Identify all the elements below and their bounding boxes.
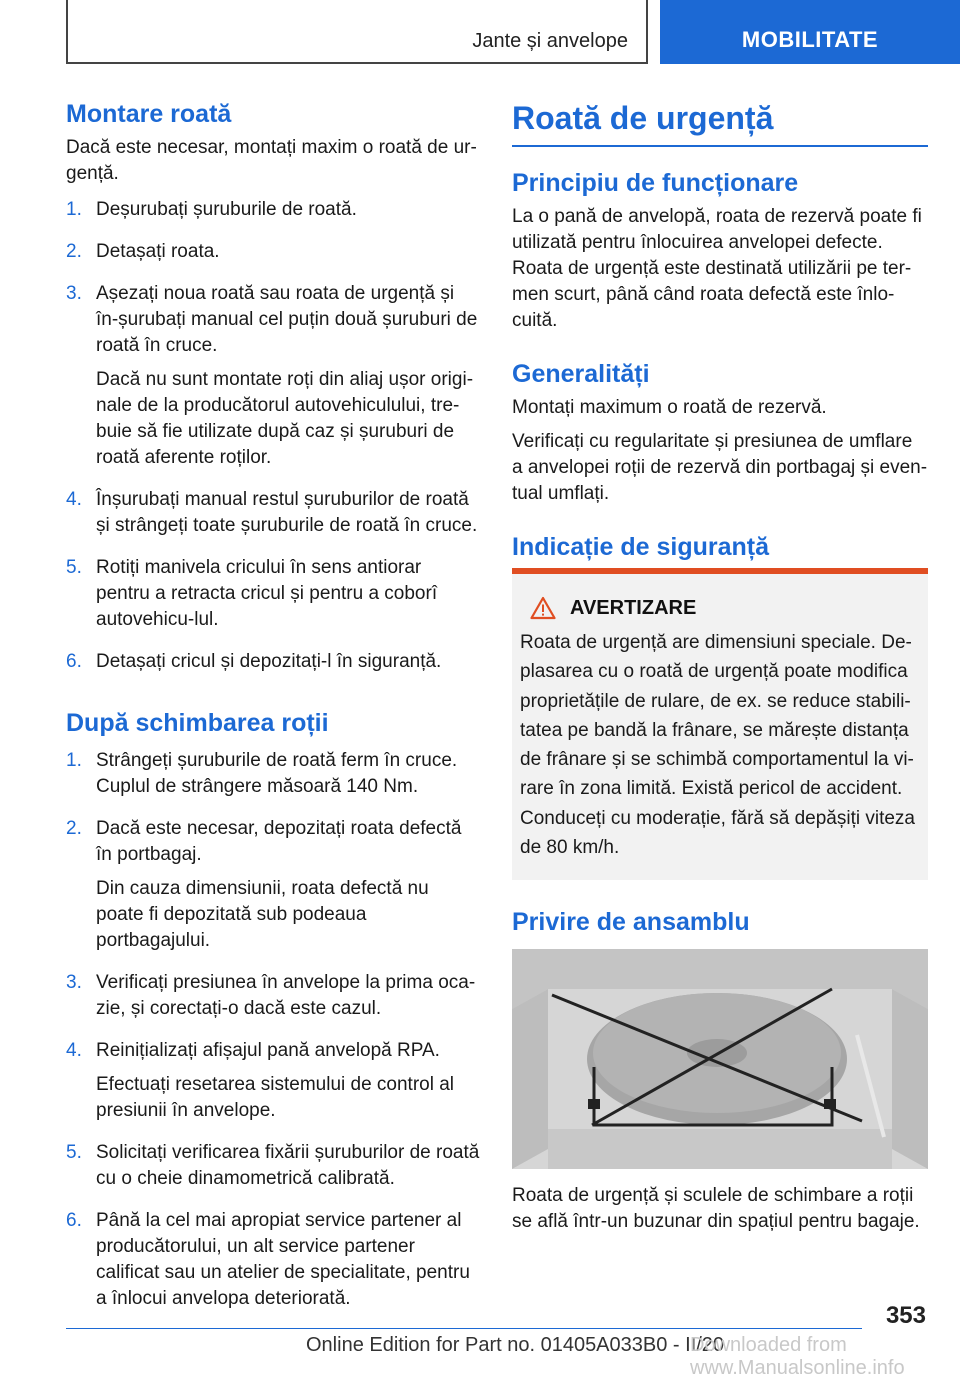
- warning-label: AVERTIZARE: [570, 596, 697, 619]
- list-item: [66, 487, 480, 547]
- chapter-tab[interactable]: MOBILITATE: [660, 0, 960, 64]
- step-text: Deșurubați șuruburile de roată.: [96, 199, 357, 220]
- list-item: [66, 816, 480, 962]
- step-number: 1.: [66, 199, 82, 220]
- list-item: [66, 281, 480, 479]
- step-number: 3.: [66, 972, 82, 993]
- list-item: [66, 649, 480, 683]
- list-item: [66, 197, 480, 231]
- principle-heading: Principiu de funcționare: [512, 169, 799, 197]
- step-text: Dacă nu sunt montate roți din aliaj ușor origi-nale de la producătorul autovehiculului, tre-buie să fie utilizate după caz și șuruburi de roată aferente roților.: [96, 369, 474, 468]
- step-text: Solicitați verificarea fixării șuruburilor de roată cu o cheie dinamometrică calibrată.: [96, 1142, 480, 1189]
- step-body: [96, 1038, 480, 1132]
- list-item: [66, 1140, 480, 1200]
- after-steps-list: [66, 748, 480, 1320]
- step-text: Reinițializați afișajul pană anvelopă RPA.: [96, 1040, 440, 1061]
- step-text: Așezați noua roată sau roata de urgență și în-șurubați manual cel puțin două șuruburi de roată în cruce.: [96, 283, 478, 356]
- spare-wheel-photo: [512, 949, 928, 1169]
- step-body: [96, 1208, 480, 1320]
- step-body: [96, 649, 480, 683]
- warning-text: Roata de urgență are dimensiuni speciale. De-plasarea cu o roată de urgență poate modifica proprietățile de rulare, de ex. se reduce stabili-tatea pe bandă la frânare, se mărește distanța de frânare și se schimbă comportamentul la vi-rare în zona limită. Există pericol de accident. Conduceți cu moderație, fără să depășiți viteza de 80 km/h.: [520, 632, 915, 859]
- step-text: Detașați cricul și depozitați-l în siguranță.: [96, 651, 442, 672]
- mount-wheel-intro: Dacă este necesar, montați maxim o roată de ur-gență.: [66, 137, 477, 184]
- step-body: [96, 1140, 480, 1200]
- step-number: 6.: [66, 1210, 82, 1231]
- step-number: 6.: [66, 651, 82, 672]
- list-item: [66, 555, 480, 641]
- step-text: Rotiți manivela cricului în sens antiorar pentru a retracta cricul și pentru a coborî autovehicu-lul.: [96, 557, 438, 630]
- header-section-title: Jante și anvelope: [472, 30, 628, 52]
- overview-heading: Privire de ansamblu: [512, 908, 750, 937]
- general-text-2: Verificați cu regularitate și presiunea de umflare a anvelopei roții de rezervă din portbagaj și even-tual umflați.: [512, 431, 928, 504]
- list-item: [66, 1038, 480, 1132]
- step-text: Înșurubați manual restul șuruburilor de roată și strângeți toate șuruburile de roată în cruce.: [96, 489, 478, 536]
- mount-wheel-heading: Montare roată: [66, 100, 232, 128]
- step-body: [96, 487, 480, 547]
- step-body: [96, 281, 480, 479]
- warning-title: [530, 596, 920, 620]
- mount-steps-list: [66, 197, 480, 683]
- step-number: 4.: [66, 1040, 82, 1061]
- edition-footer: Online Edition for Part no. 01405A033B0 - II/20: [306, 1334, 725, 1356]
- step-number: 4.: [66, 489, 82, 510]
- page-number: 353: [885, 1302, 926, 1329]
- right-column: [512, 100, 928, 1243]
- left-column: [66, 100, 480, 1328]
- general-heading: Generalități: [512, 360, 650, 388]
- after-change-heading: După schimbarea roții: [66, 709, 329, 737]
- step-body: [96, 239, 480, 273]
- list-item: [66, 748, 480, 808]
- step-text: Strângeți șuruburile de roată ferm în cruce. Cuplul de strângere măsoară 140 Nm.: [96, 750, 458, 797]
- step-text: Până la cel mai apropiat service partener al producătorului, un alt service partener calificat sau un atelier de specialitate, pentru a înlocui anvelopa deteriorată.: [96, 1210, 470, 1309]
- principle-text: La o pană de anvelopă, roata de rezervă poate fi utilizată pentru înlocuirea anvelopei defecte. Roata de urgență este destinată utilizării pe ter-men scurt, până când roata defectă este înlo-cuită.: [512, 206, 922, 331]
- step-number: 1.: [66, 750, 82, 771]
- photo-caption: Roata de urgență și sculele de schimbare a roții se află într-un buzunar din spațiul pentru bagaje.: [512, 1185, 920, 1233]
- step-number: 5.: [66, 1142, 82, 1163]
- step-text: Efectuați resetarea sistemului de control al presiunii în anvelope.: [96, 1074, 455, 1121]
- download-watermark: Downloaded from www.Manualsonline.info: [690, 1334, 905, 1379]
- list-item: [66, 239, 480, 273]
- step-body: [96, 816, 480, 962]
- step-number: 5.: [66, 557, 82, 578]
- list-item: [66, 970, 480, 1030]
- step-text: Dacă este necesar, depozitați roata defectă în portbagaj.: [96, 818, 462, 865]
- step-text: Verificați presiunea în anvelope la prima oca-zie, și corectați-o dacă este cazul.: [96, 972, 476, 1019]
- step-body: [96, 748, 480, 808]
- spare-wheel-heading: Roată de urgență: [512, 100, 774, 136]
- step-body: [96, 970, 480, 1030]
- step-number: 3.: [66, 283, 82, 304]
- step-text: Detașați roata.: [96, 241, 220, 262]
- footer-rule: [66, 1328, 862, 1329]
- step-text: Din cauza dimensiunii, roata defectă nu poate fi depozitată sub podeaua portbagajului.: [96, 878, 429, 951]
- main-heading-block: [512, 100, 928, 147]
- step-number: 2.: [66, 241, 82, 262]
- step-body: [96, 555, 480, 641]
- general-text-1: Montați maximum o roată de rezervă.: [512, 397, 827, 418]
- list-item: [66, 1208, 480, 1320]
- safety-heading: Indicație de siguranță: [512, 533, 770, 561]
- warning-triangle-icon: [530, 596, 556, 620]
- step-number: 2.: [66, 818, 82, 839]
- step-body: [96, 197, 480, 231]
- warning-box: [512, 568, 928, 880]
